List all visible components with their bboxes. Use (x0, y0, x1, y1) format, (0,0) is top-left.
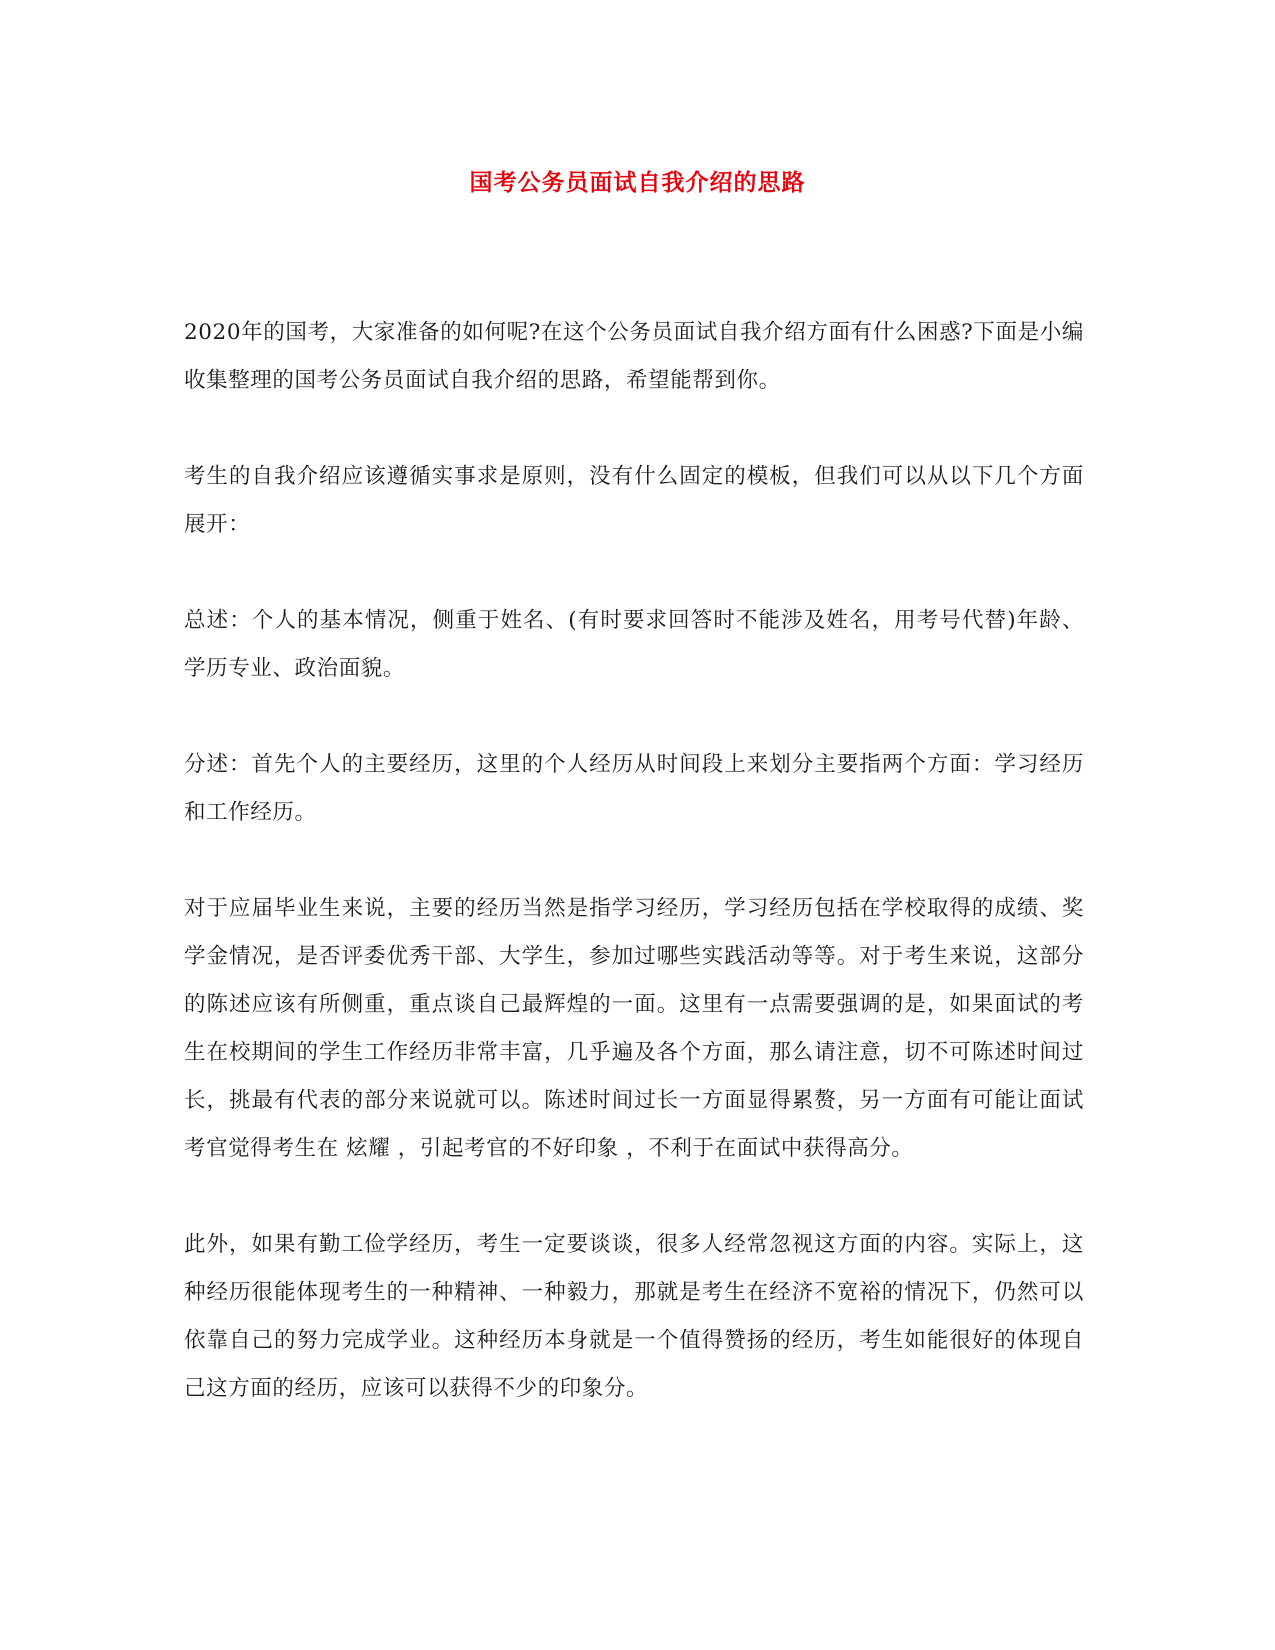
paragraph-intro: 2020年的国考，大家准备的如何呢?在这个公务员面试自我介绍方面有什么困惑?下面是小编收集整理的国考公务员面试自我介绍的思路，希望能帮到你。 (184, 320, 1084, 393)
document-body (184, 309, 1084, 1461)
paragraph-work-study: 此外，如果有勤工俭学经历，考生一定要谈谈，很多人经常忽视这方面的内容。实际上，这种经历很能体现考生的一种精神、一种毅力，那就是考生在经济不宽裕的情况下，仍然可以依靠自己的努力完成学业。这种经历本身就是一个值得赞扬的经历，考生如能很好的体现自己这方面的经历，应该可以获得不少的印象分。 (184, 1232, 1084, 1401)
paragraph-details: 分述：首先个人的主要经历，这里的个人经历从时间段上来划分主要指两个方面：学习经历和工作经历。 (184, 752, 1084, 825)
paragraph-graduates: 对于应届毕业生来说，主要的经历当然是指学习经历，学习经历包括在学校取得的成绩、奖学金情况，是否评委优秀干部、大学生，参加过哪些实践活动等等。对于考生来说，这部分的陈述应该有所侧重，重点谈自己最辉煌的一面。这里有一点需要强调的是，如果面试的考生在校期间的学生工作经历非常丰富，几乎遍及各个方面，那么请注意，切不可陈述时间过长，挑最有代表的部分来说就可以。陈述时间过长一方面显得累赘，另一方面有可能让面试考官觉得考生在 炫耀 ，引起考官的不好印象 ，不利于在面试中获得高分。 (184, 896, 1084, 1161)
paragraph-principle: 考生的自我介绍应该遵循实事求是原则，没有什么固定的模板，但我们可以从以下几个方面展开： (184, 464, 1084, 537)
paragraph-overview: 总述：个人的基本情况，侧重于姓名、(有时要求回答时不能涉及姓名，用考号代替)年龄、学历专业、政治面貌。 (184, 608, 1084, 681)
document-title: 国考公务员面试自我介绍的思路 (469, 169, 806, 196)
